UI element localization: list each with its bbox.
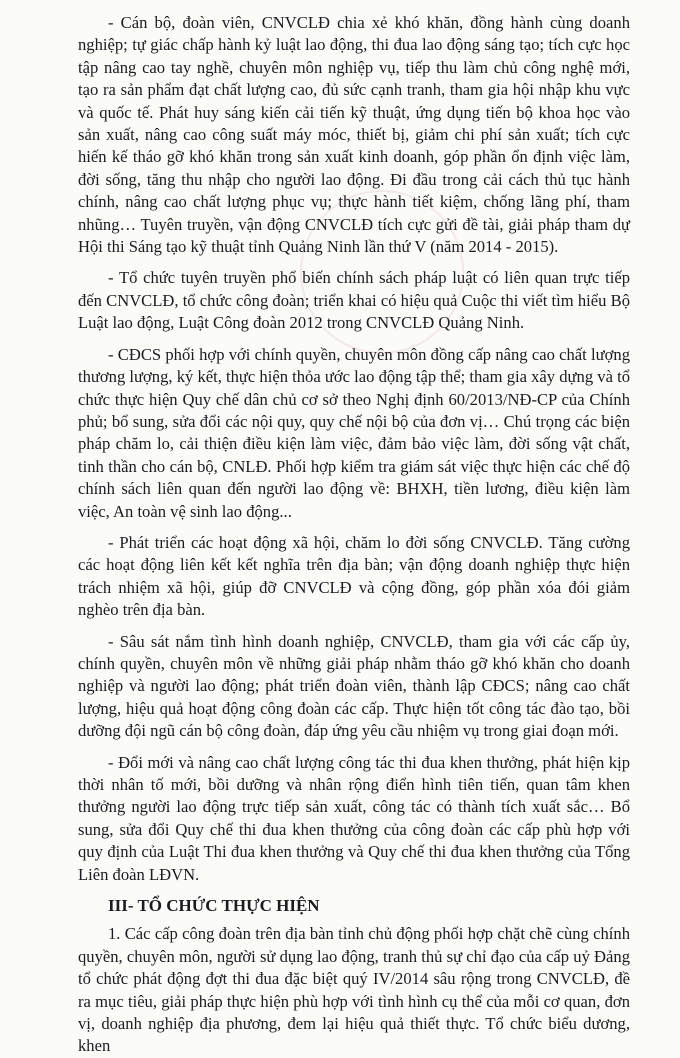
paragraph-union-development: - Sâu sát nắm tình hình doanh nghiệp, CNVCLĐ, tham gia với các cấp ủy, chính quyền, chuyên môn về những giải pháp nhằm tháo gỡ khó khăn cho doanh nghiệp và người lao động; phát triển đoàn viên, thành lập CĐCS; nâng cao chất lượng, hiệu quả hoạt động công đoàn các cấp. Thực hiện tốt công tác đào tạo, bồi dưỡng đội ngũ cán bộ công đoàn, đáp ứng yêu cầu nhiệm vụ trong giai đoạn mới. bbox=[78, 631, 630, 741]
paragraph-law-propaganda: - Tổ chức tuyên truyền phổ biến chính sách pháp luật có liên quan trực tiếp đến CNVCLĐ, tổ chức công đoàn; triển khai có hiệu quả Cuộc thi viết tìm hiểu Bộ Luật lao động, Luật Công đoàn 2012 trong CNVCLĐ Quảng Ninh. bbox=[78, 268, 630, 333]
paragraph-workers-initiative: - Cán bộ, đoàn viên, CNVCLĐ chia xẻ khó khăn, đồng hành cùng doanh nghiệp; tự giác chấp hành kỷ luật lao động, thi đua lao động sáng tạo; tích cực học tập nâng cao tay nghề, chuyên môn nghiệp vụ, tiếp thu làm chủ công nghệ mới, tạo ra sản phẩm đạt chất lượng cao, đủ sức cạnh tranh, tham gia hội nhập khu vực và quốc tế. Phát huy sáng kiến cải tiến kỹ thuật, ứng dụng tiến bộ khoa học vào sản xuất, nâng cao công suất máy móc, thiết bị, giảm chi phí sản xuất; tích cực hiến kế tháo gỡ khó khăn trong sản xuất kinh doanh, góp phần ổn định việc làm, đời sống, tăng thu nhập cho người lao động. Đi đầu trong cải cách thủ tục hành chính, nâng cao chất lượng phục vụ; thực hành tiết kiệm, chống lãng phí, tham nhũng… Tuyên truyền, vận động CNVCLĐ tích cực gửi đề tài, giải pháp tham dự Hội thi Sáng tạo kỹ thuật tỉnh Quảng Ninh lần thứ V (năm 2014 - 2015). bbox=[78, 13, 630, 257]
paragraph-emulation-reward: - Đổi mới và nâng cao chất lượng công tác thi đua khen thưởng, phát hiện kịp thời nhân tố mới, bồi dưỡng và nhân rộng điển hình tiên tiến, quan tâm khen thưởng người lao động trực tiếp sản xuất, công tác có thành tích xuất sắc… Bổ sung, sửa đổi Quy chế thi đua khen thưởng của công đoàn các cấp phù hợp với quy định của Luật Thi đua khen thưởng và Quy chế thi đua khen thưởng của Tổng Liên đoàn LĐVN. bbox=[78, 752, 630, 884]
paragraph-implementation-1: 1. Các cấp công đoàn trên địa bàn tỉnh chủ động phối hợp chặt chẽ cùng chính quyền, chuyên môn, người sử dụng lao động, tranh thủ sự chỉ đạo của cấp uỷ Đảng tổ chức phát động đợt thi đua đặc biệt quý IV/2014 sâu rộng trong CNVCLĐ, đề ra mục tiêu, giải pháp thực hiện phù hợp với tình hình cụ thể của mỗi cơ quan, đơn vị, doanh nghiệp địa phương, đem lại hiệu quả thiết thực. Tổ chức biểu dương, khen bbox=[78, 924, 630, 1056]
section-heading: III- TỔ CHỨC THỰC HIỆN bbox=[108, 896, 320, 916]
paragraph-social-activities: - Phát triển các hoạt động xã hội, chăm lo đời sống CNVCLĐ. Tăng cường các hoạt động liên kết kết nghĩa trên địa bàn; vận động doanh nghiệp thực hiện trách nhiệm xã hội, giúp đỡ CNVCLĐ và cộng đồng, góp phần xóa đói giảm nghèo trên địa bàn. bbox=[78, 532, 630, 620]
paragraph-collective-agreement: - CĐCS phối hợp với chính quyền, chuyên môn đồng cấp nâng cao chất lượng thương lượng, ký kết, thực hiện thỏa ước lao động tập thể; tham gia xây dựng và tổ chức thực hiện Quy chế dân chủ cơ sở theo Nghị định 60/2013/NĐ-CP của Chính phủ; bổ sung, sửa đổi các nội quy, quy chế nội bộ của đơn vị… Chú trọng các biện pháp chăm lo, cải thiện điều kiện làm việc, đảm bảo việc làm, đời sống vật chất, tinh thần cho cán bộ, CNLĐ. Phối hợp kiểm tra giám sát việc thực hiện các chế độ chính sách liên quan đến người lao động về: BHXH, tiền lương, điều kiện làm việc, An toàn vệ sinh lao động... bbox=[78, 344, 630, 521]
